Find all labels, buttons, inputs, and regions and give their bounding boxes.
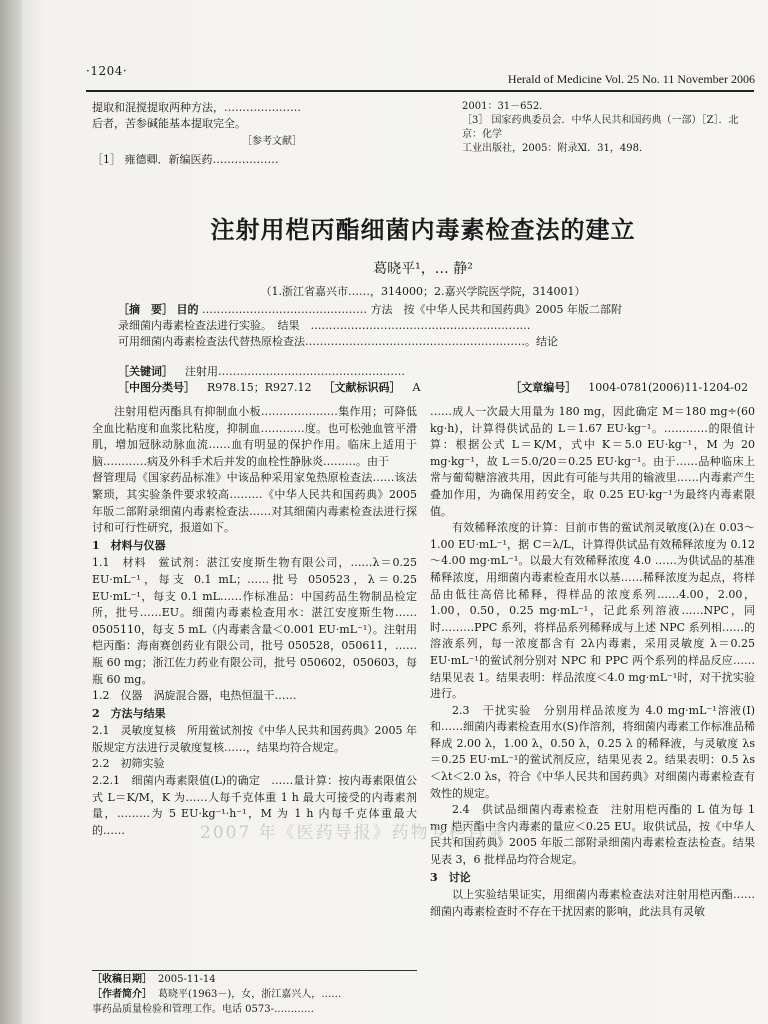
article-authors: 葛晓平¹，… 静² — [373, 261, 473, 277]
previous-article-refs — [462, 100, 754, 156]
abstract-line: 录细菌内毒素检查法进行实验。 结果 …………………………………………………… — [118, 319, 531, 332]
abstract-line: ……………………………………… 方法 按《中华人民共和国药典》2005 年版二部附 — [202, 303, 622, 316]
section-heading: 3 讨论 — [430, 870, 471, 884]
received-date: 2005-11-14 — [158, 974, 216, 985]
keywords-text: 注射用…………………………………………… — [185, 365, 405, 378]
header-rule — [86, 90, 754, 92]
body-paragraph: 1.2 仪器 涡旋混合器，电热恒温干…… — [92, 689, 297, 703]
journal-running-head: Herald of Medicine Vol. 25 No. 11 November 2006 — [507, 72, 755, 86]
previous-article-tail — [92, 100, 452, 168]
doc-code-value: A — [412, 381, 421, 394]
body-paragraph: 2.3 干扰实验 分别用样品浓度为 4.0 mg·mL⁻¹溶液(I)和……细菌内毒素检查用水(S)作溶剂，将细菌内毒素工作标准品稀释成 2.00 λ，1.00 λ，0.50 λ，0.25 λ 的稀释液，与灵敏度 λs＝0.25 EU·mL⁻¹的鲎试剂反应，结果见表 2。结果表明：0.5 λs＜λt＜2.0 λs，符合《中华人民共和国药典》对细菌内毒素检查有效性的规定。 — [430, 703, 755, 800]
abstract-label: ［摘 要］ — [118, 303, 173, 316]
body-paragraph: 2.2 初筛实验 — [92, 757, 165, 771]
classification-value: R978.15；R927.12 — [207, 381, 312, 394]
section-heading: 2 方法与结果 — [92, 706, 166, 720]
reference-item: ［1］ 雍德卿．新编医药……………… — [92, 153, 279, 166]
prev-text-line: 提取和混搅提取两种方法，………………… — [92, 101, 301, 114]
author-affiliation: （1.浙江省嘉兴市……，314000；2.嘉兴学院医学院，314001） — [260, 285, 586, 298]
body-paragraph: 督管理局《国家药品标准》中该品种采用家兔热原检查法……该法繁琐，其实验条件要求较高………《中华人民共和国药典》2005 年版二部附录细菌内毒素检查法……对其细菌内毒素检查法进行探讨和可行性研究，报道如下。 — [92, 471, 417, 535]
footnote-rule — [92, 970, 417, 971]
keywords-label: ［关键词］ — [118, 365, 173, 378]
classification-label: ［中图分类号］ — [118, 381, 195, 394]
prev-text-line: 后者，苦参碱能基本提取完全。 — [92, 117, 246, 130]
reference-item: ［3］ 国家药典委员会．中华人民共和国药典（一部）［Z］．北京：化学 — [462, 115, 739, 140]
author-bio-label: ［作者简介］ — [92, 989, 152, 1000]
article-no-value: 1004-0781(2006)11-1204-02 — [588, 381, 748, 394]
reference-item: 2001：31－652． — [462, 101, 550, 112]
references-heading: ［参考文献］ — [242, 136, 302, 147]
body-paragraph: 有效稀释浓度的计算：目前市售的鲎试剂灵敏度(λ)在 0.03～1.00 EU·mL⁻¹，据 C＝λ/L，计算得供试品有效稀释浓度为 0.12～4.00 mg·mL⁻¹。以最大有效稀释浓度 4.0 ……为供试品的基准稀释浓度，用细菌内毒素检查用水以基……稀释浓度为起点，将样品由低往高倍比稀释，得样品的浓度系列……4.00，2.00，1.00，0.50，0.25 mg·mL⁻¹，记此系列溶液……NPC，同时………PPC 系列，将样品系列稀释成与上述 NPC 系列相……的溶液系列，每一浓度都含有 2λ内毒素，采用灵敏度 λ＝0.25 EU·mL⁻¹的鲎试剂分别对 NPC 和 PPC 两个系列的样品反应……结果见表 1。结果表明：样品浓度＜4.0 mg·mL⁻¹时，对干扰实验进行。 — [430, 521, 755, 701]
author-bio-text: 事药品质量检验和管理工作。电话 0573-………… — [92, 1004, 315, 1015]
article-metadata — [118, 364, 748, 396]
abstract-goal-label: 目的 — [176, 303, 199, 316]
body-paragraph: 1.1 材料 鲎试剂：湛江安度斯生物有限公司，……λ＝0.25 EU·mL⁻¹，每支 0.1 mL；……批号 050523，λ＝0.25 EU·mL⁻¹，每支 0.1 mL……作标准品：中国药品生物制品检定所，批号……EU。细菌内毒素检查用水：湛江安度斯生物……0505110，每支 5 mL（内毒素含量＜0.001 EU·mL⁻¹）。注射用桤丙酯：海南赛创药业有限公司，批号 050528，050611，……瓶 60 mg；浙江佐力药业有限公司，批号 050602，050603，每瓶 60 mg。 — [92, 556, 417, 686]
abstract-line: 可用细菌内毒素检查法代替热原检查法……………………………………………………。结论 — [118, 335, 558, 348]
received-label: ［收稿日期］ — [92, 974, 152, 985]
footnote — [92, 972, 417, 1017]
bleed-through-watermark: 2007 年《医药导报》药物专栏目录 — [200, 823, 506, 843]
article-title: 注射用桤丙酯细菌内毒素检查法的建立 — [210, 216, 636, 244]
page-number: ·1204· — [86, 64, 128, 78]
reference-item: 工业出版社，2005：附录Ⅺ．31，498． — [462, 143, 649, 154]
body-paragraph: 以上实验结果证实，用细菌内毒素检查法对注射用桤丙酯……细菌内毒素检查时不存在干扰因素的影响，此法具有灵敏 — [430, 888, 755, 918]
article-no-label: ［文章编号］ — [510, 381, 577, 394]
body-column-left — [92, 404, 417, 839]
doc-code-label: ［文献标识码］ — [323, 381, 401, 394]
body-paragraph: 2.4 供试品细菌内毒素检查 注射用桤丙酯的 L 值为每 1 mg 桤丙酯中含内毒素的量应＜0.25 EU。取供试品，按《中华人民共和国药典》2005 年版二部附录细菌内毒素检查法检查。结果见表 3，6 批样品均符合规定。 — [430, 803, 755, 867]
body-paragraph: 2.2.1 细菌内毒素限值(L)的确定 ……量计算：按内毒素限值公式 L＝K/M，K 为……人每千克体重 1 h 最大可接受的内毒素剂量，………为 5 EU·kg⁻¹·h⁻¹，M 为 1 h 内每千克体重最大的…… — [92, 774, 417, 837]
author-bio-text: 葛晓平(1963－)，女，浙江嘉兴人，…… — [158, 989, 342, 1000]
section-heading: 1 材料与仪器 — [92, 538, 166, 552]
body-paragraph: 2.1 灵敏度复核 所用鲎试剂按《中华人民共和国药典》2005 年版规定方法进行灵敏度复核……，结果均符合规定。 — [92, 724, 417, 754]
binding-gutter — [0, 0, 22, 1024]
body-paragraph: 注射用桤丙酯具有抑制血小板…………………集作用；可降低全血比粘度和血浆比粘度，抑制血…………度。也可松弛血管平滑肌，增加冠脉动脉血流……血有明显的保护作用。临床上适用于脑…………病及外科手术后并发的血栓性静脉炎………。由于 — [92, 405, 417, 468]
body-paragraph: ……成人一次最大用量为 180 mg，因此确定 M＝180 mg÷(60 kg·h)，计算得供试品的 L＝1.67 EU·kg⁻¹。…………的限值计算：根据公式 L＝K/M，式中 K＝5.0 EU·kg⁻¹，M 为 20 mg·kg⁻¹，故 L＝5.0/20＝0.25 EU·kg⁻¹。由于……品种临床上常与葡萄糖溶液共用，因此有可能与共用的输液里……内毒素产生叠加作用，为确保用药安全，取 0.25 EU·kg⁻¹为最终内毒素限值。 — [430, 405, 755, 518]
abstract — [118, 302, 748, 350]
